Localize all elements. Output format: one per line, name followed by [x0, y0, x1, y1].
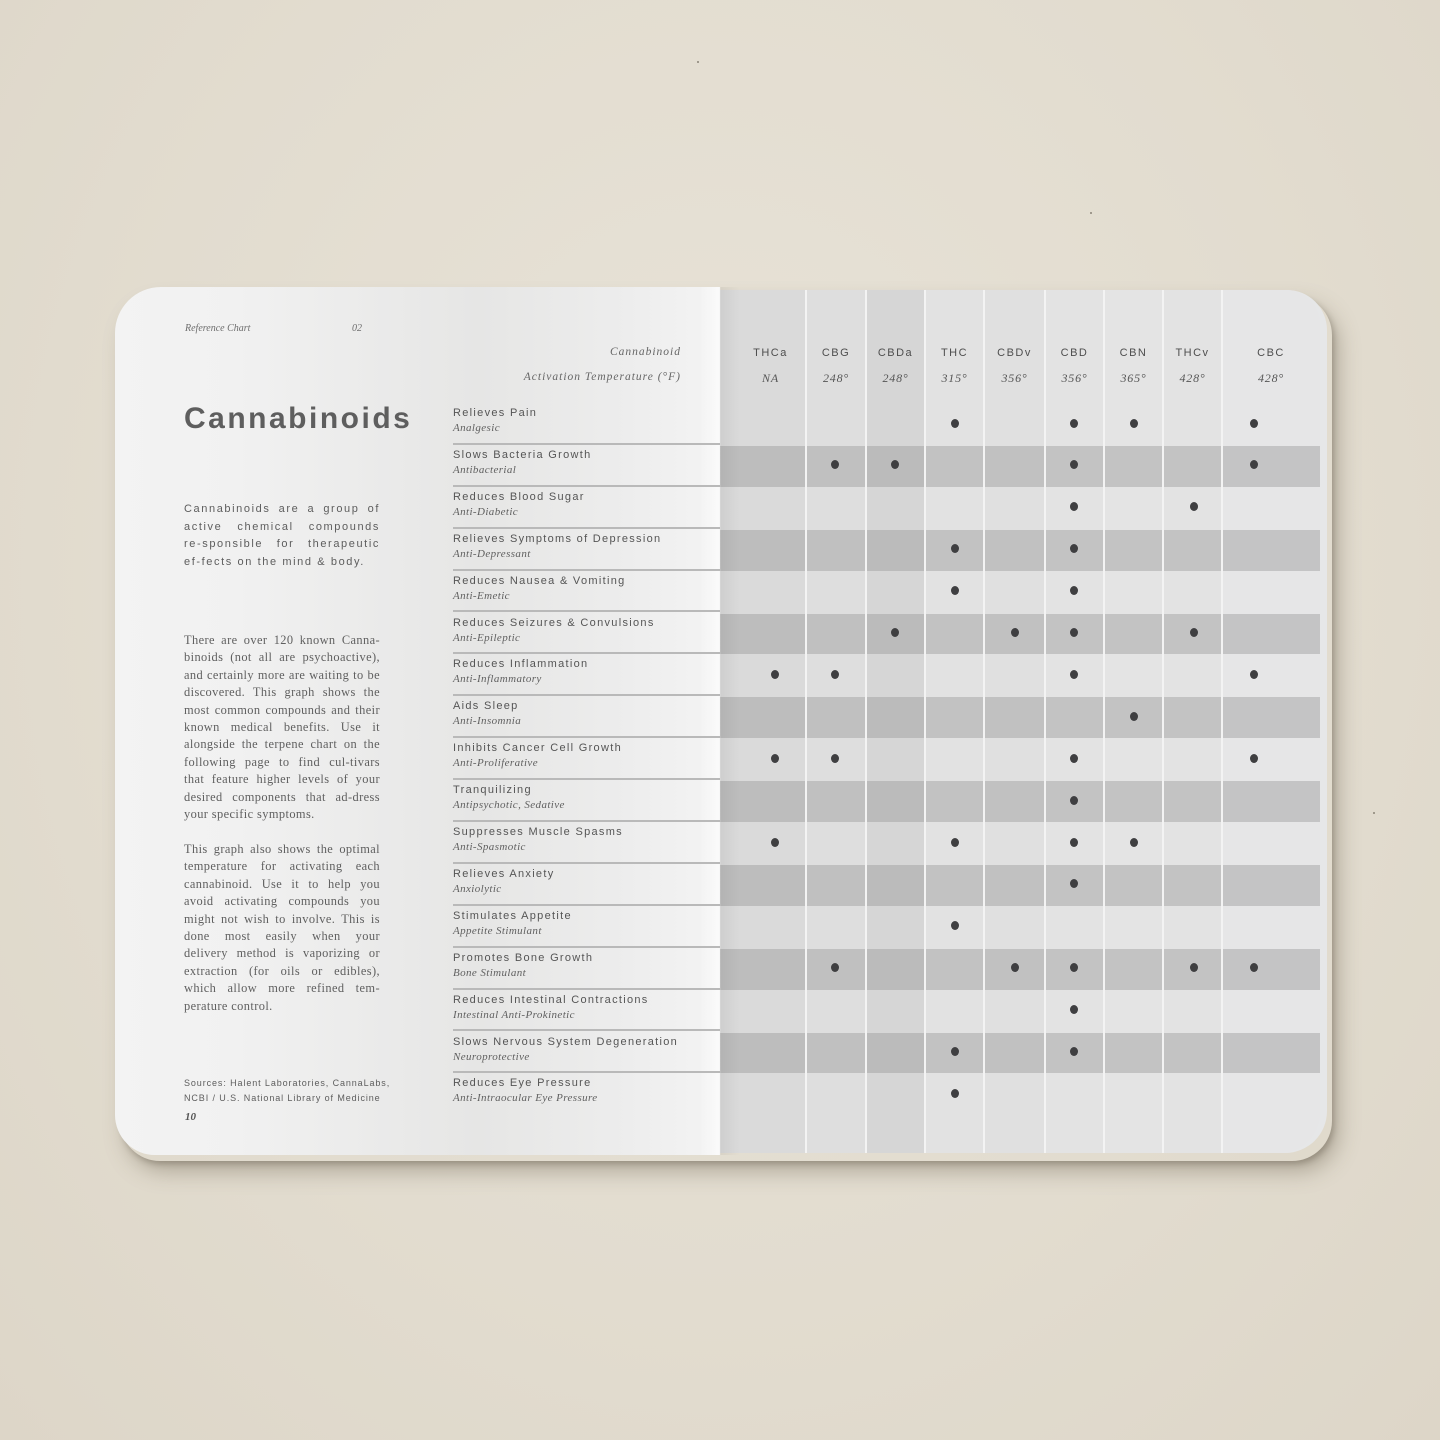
benefit-dot [771, 838, 779, 847]
effect-term: Anti-Proliferative [453, 757, 538, 770]
benefit-dot [1130, 712, 1138, 721]
effect-row [453, 445, 720, 487]
running-head: Reference Chart [185, 323, 251, 334]
column-header-cbg: CBG [821, 347, 851, 359]
column-temp-cbc: 428° [1258, 371, 1284, 385]
benefit-dot [1070, 670, 1078, 679]
column-divider [1221, 290, 1223, 1153]
effect-row [453, 948, 720, 990]
column-header-cbn: CBN [1119, 347, 1148, 359]
column-header-cbda: CBDa [877, 347, 914, 359]
column-divider [1103, 290, 1105, 1153]
effect-term: Anti-Emetic [453, 589, 510, 602]
benefit-dot [1070, 838, 1078, 847]
benefit-dot [1011, 628, 1019, 637]
benefit-dot [1070, 628, 1078, 637]
effect-name: Relieves Symptoms of Depression [453, 532, 662, 545]
effect-name: Inhibits Cancer Cell Growth [453, 742, 622, 755]
column-temp-thc: 315° [941, 371, 968, 385]
benefit-dot [1190, 628, 1198, 637]
benefit-dot [1070, 419, 1078, 428]
benefit-dot [1250, 754, 1258, 763]
column-divider [1162, 290, 1164, 1153]
effect-term: Anxiolytic [453, 882, 502, 895]
body-paragraph-2: This graph also shows the optimal temperature for activating each cannabinoid. Use it to help you avoid activating compounds you might not wish to involve. This is done most easily when your delivery method is vaporizing or extraction (for oils or edibles), which allow more refined tem-perature control. [184, 842, 380, 1013]
effect-name: Reduces Eye Pressure [453, 1077, 592, 1090]
effect-term: Anti-Epileptic [453, 631, 521, 644]
benefit-dot [831, 754, 839, 763]
background-speck [1090, 212, 1092, 214]
effect-term: Antipsychotic, Sedative [453, 799, 565, 812]
effect-name: Relieves Pain [453, 407, 538, 419]
effect-row [453, 864, 720, 906]
column-temp-cbd: 356° [1061, 371, 1088, 385]
effect-name: Reduces Blood Sugar [453, 490, 585, 503]
benefit-dot [1070, 796, 1078, 805]
benefit-dot [951, 1047, 959, 1056]
benefit-dot [771, 670, 779, 679]
effect-term: Anti-Spasmotic [453, 841, 526, 853]
body-paragraph-1: There are over 120 known Canna-binoids (not all are psychoactive), and certainly more are waiting to be discovered. This graph shows the most common compounds and their known medical benefits. Use it alongside the terpene chart on the following page to find cul-tivars that feature higher levels of your desired components that ad-dress your specific symptoms. [184, 633, 380, 822]
effect-term: Anti-Intraocular Eye Pressure [453, 1092, 598, 1105]
benefit-dot [831, 670, 839, 679]
effect-row [453, 654, 720, 696]
intro-text: Cannabinoids are a group of active chemical compounds re-sponsible for therapeutic ef-fects on the mind & body. [184, 503, 380, 568]
effect-row [453, 822, 720, 864]
column-header-cbd: CBD [1060, 347, 1089, 359]
effect-name: Tranquilizing [453, 784, 532, 797]
effect-row [453, 403, 720, 445]
column-header-cbc: CBC [1257, 347, 1285, 359]
effect-row [453, 613, 720, 655]
column-divider [983, 290, 985, 1153]
column-temp-thca: NA [762, 371, 779, 385]
effect-name: Aids Sleep [453, 700, 519, 713]
column-temp-thcv: 428° [1179, 371, 1206, 385]
column-header-thc: THC [940, 347, 969, 359]
effect-row [453, 738, 720, 780]
effect-row [453, 906, 720, 948]
row-band [720, 530, 1320, 571]
effect-row [453, 529, 720, 571]
effect-term: Neuroprotective [453, 1050, 530, 1063]
effect-name: Promotes Bone Growth [453, 951, 594, 964]
page-title: Cannabinoids [184, 402, 413, 435]
column-divider [924, 290, 926, 1153]
header-activation-temp-label: Activation Temperature (°F) [523, 371, 681, 383]
background-speck [1373, 812, 1375, 814]
effect-name: Slows Bacteria Growth [453, 448, 592, 461]
row-band [720, 446, 1320, 487]
effect-term: Anti-Insomnia [453, 715, 522, 728]
row-band [720, 614, 1320, 655]
column-divider [865, 290, 867, 1153]
row-band [720, 949, 1320, 990]
effect-name: Reduces Intestinal Contractions [453, 993, 649, 1006]
effect-term: Appetite Stimulant [453, 924, 542, 937]
effect-name: Relieves Anxiety [453, 867, 555, 880]
effect-name: Slows Nervous System Degeneration [453, 1035, 679, 1048]
row-band [720, 865, 1320, 906]
row-band [720, 697, 1320, 738]
benefit-dot [951, 1089, 959, 1098]
column-temp-cbdv: 356° [1001, 371, 1028, 385]
header-cannabinoid-label: Cannabinoid [609, 346, 681, 358]
benefit-dot [1250, 419, 1258, 428]
effect-row [453, 1073, 720, 1115]
effect-term: Anti-Diabetic [453, 505, 519, 518]
effect-name: Stimulates Appetite [453, 909, 572, 922]
column-temp-cbg: 248° [823, 371, 849, 385]
section-number: 02 [352, 323, 362, 334]
benefit-dot [1070, 754, 1078, 763]
effect-row [453, 487, 720, 529]
column-divider [805, 290, 807, 1153]
benefit-dot [951, 838, 959, 847]
effect-term: Anti-Inflammatory [453, 673, 542, 686]
benefit-dot [1130, 419, 1138, 428]
effect-row [453, 1032, 720, 1074]
effect-row [453, 780, 720, 822]
effect-term: Bone Stimulant [453, 966, 527, 979]
effect-name: Reduces Seizures & Convulsions [453, 616, 655, 629]
effect-term: Intestinal Anti-Prokinetic [453, 1008, 575, 1021]
column-divider [1044, 290, 1046, 1153]
effect-name: Reduces Nausea & Vomiting [453, 574, 626, 587]
benefit-dot [771, 754, 779, 763]
benefit-dot [1130, 838, 1138, 847]
effect-name: Reduces Inflammation [453, 658, 589, 671]
row-band [720, 781, 1320, 822]
effect-term: Antibacterial [453, 463, 517, 476]
column-header-thca: THCa [753, 347, 788, 359]
column-temp-cbn: 365° [1120, 371, 1147, 385]
benefit-dot [1070, 1047, 1078, 1056]
benefit-dot [891, 628, 899, 637]
column-header-thcv: THCv [1175, 347, 1210, 359]
effect-row [453, 696, 720, 738]
column-header-cbdv: CBDv [997, 347, 1032, 359]
benefit-dot [951, 419, 959, 428]
effect-name: Suppresses Muscle Spasms [453, 826, 623, 838]
column-temp-cbda: 248° [882, 371, 909, 385]
effect-term: Analgesic [453, 422, 500, 434]
benefit-dot [1250, 670, 1258, 679]
sources-note: Sources: Halent Laboratories, CannaLabs, NCBI / U.S. National Library of Medicine [184, 1078, 391, 1103]
effect-row [453, 571, 720, 613]
background-speck [697, 61, 699, 63]
page-number: 10 [185, 1111, 196, 1123]
effect-term: Anti-Depressant [453, 547, 531, 560]
row-band [720, 1033, 1320, 1074]
effect-row [453, 990, 720, 1032]
